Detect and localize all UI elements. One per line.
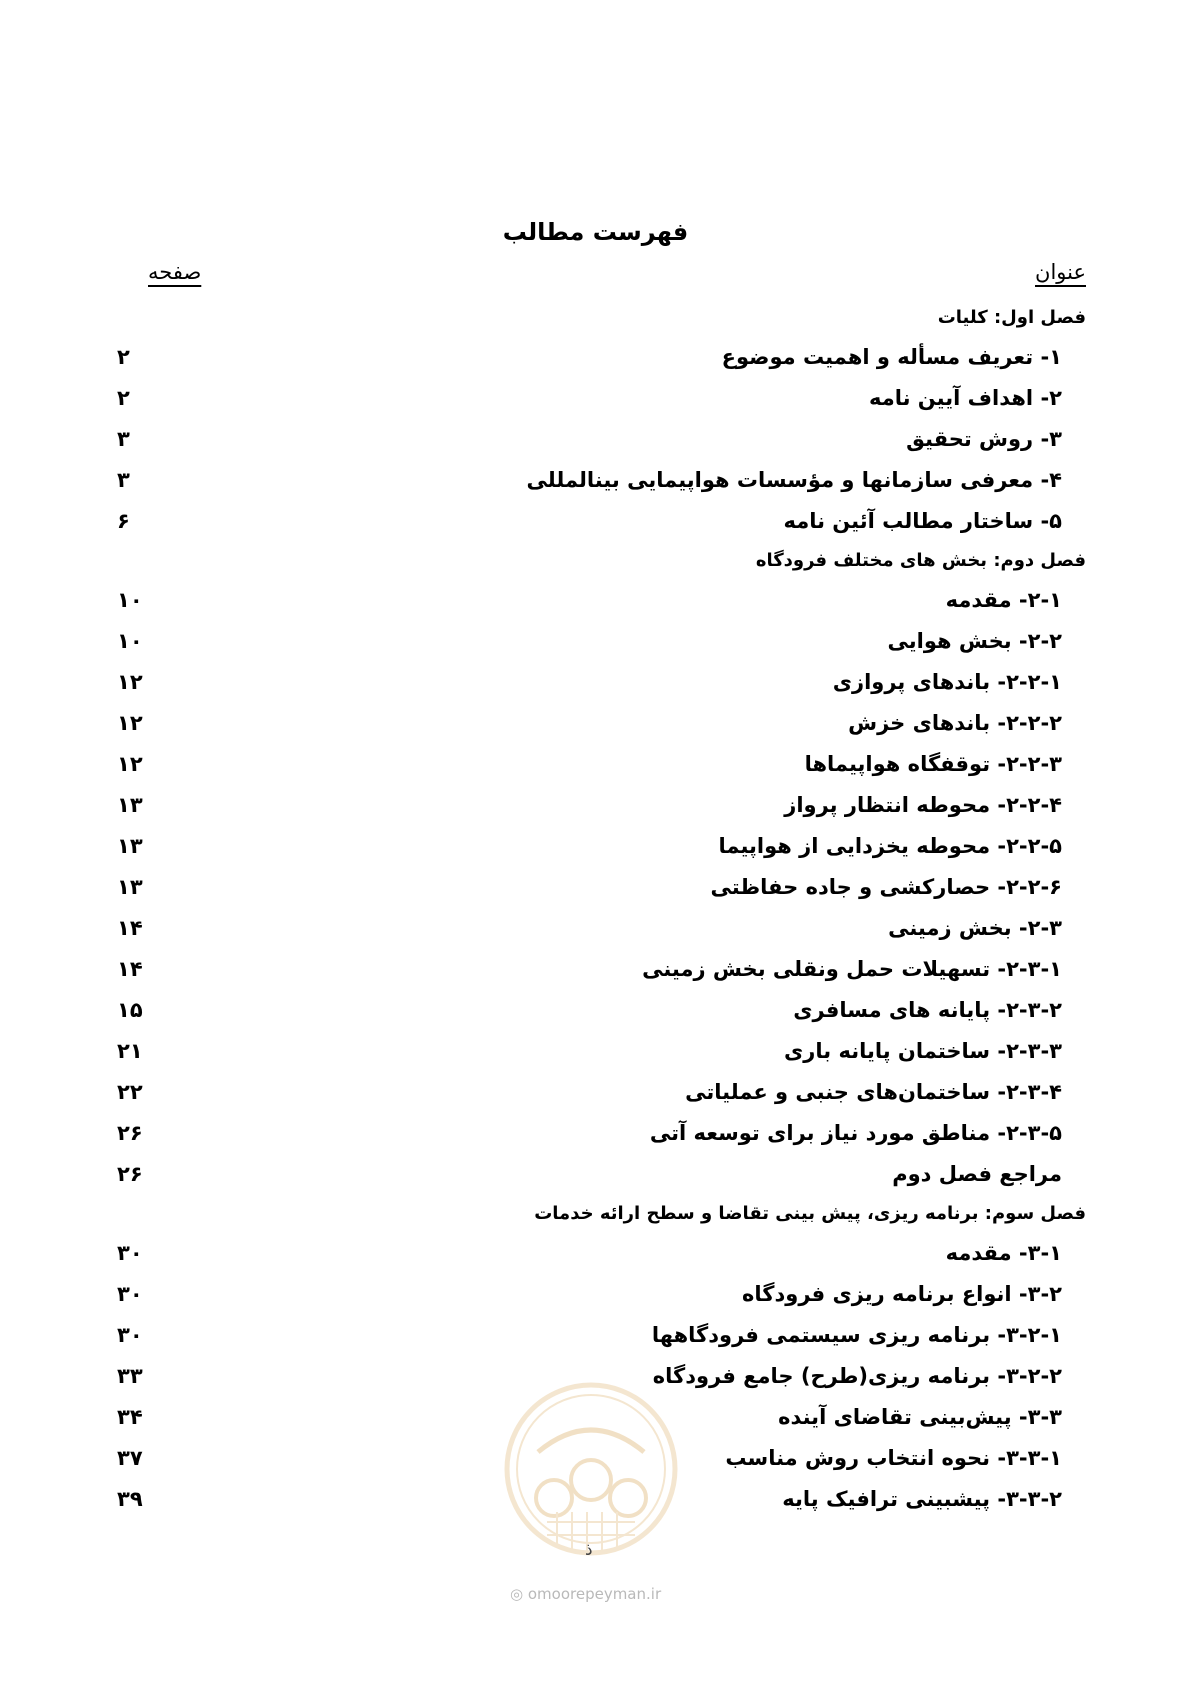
toc-entry-row [117, 948, 1086, 989]
toc-entry-title: ۳- روش تحقیق [906, 426, 1062, 451]
toc-entry-row [117, 825, 1086, 866]
toc-entry-title: ۳-۲-۲- برنامه ریزی(طرح) جامع فرودگاه [652, 1363, 1062, 1388]
toc-entry-row [117, 1112, 1086, 1153]
toc-entry-row [117, 1071, 1086, 1112]
document-title: فهرست مطالب [502, 218, 689, 246]
toc-entry-title: ۲-۲-۱- باندهای پروازی [832, 669, 1062, 694]
toc-entry-title: ۳-۲-۱- برنامه ریزی سیستمی فرودگاهها [651, 1322, 1062, 1347]
watermark-site-label: omoorepeyman.ir [527, 1585, 662, 1603]
watermark-logo [502, 1380, 680, 1558]
toc-entry-row [117, 1273, 1086, 1314]
toc-entry-page: ۱۳ [117, 792, 143, 817]
toc-entry-title: ۲-۳-۳- ساختمان پایانه باری [784, 1038, 1062, 1063]
toc-entry-title: ۲-۲-۴- محوطه انتظار پرواز [784, 792, 1062, 817]
toc-entry-row [117, 336, 1086, 377]
toc-chapter-row [117, 298, 1086, 336]
page-number-marker: ذ [585, 1540, 593, 1560]
toc-entry-row [117, 743, 1086, 784]
toc-entry-row [117, 989, 1086, 1030]
toc-chapter-row [117, 541, 1086, 579]
page-column-heading: صفحه [148, 260, 202, 284]
toc-entry-title: ۵- ساختار مطالب آئین نامه [783, 508, 1062, 533]
title-column-heading: عنوان [1035, 260, 1086, 284]
toc-entry-row [117, 418, 1086, 459]
toc-entry-title: ۲-۳-۲- پایانه های مسافری [793, 997, 1062, 1022]
toc-entry-page: ۳ [117, 467, 130, 492]
toc-entry-page: ۳۳ [117, 1363, 143, 1388]
toc-entry-title: ۲-۲-۶- حصارکشی و جاده حفاظتی [710, 874, 1062, 899]
toc-entry-row [117, 1314, 1086, 1355]
toc-entry-page: ۱۲ [117, 710, 143, 735]
toc-entry-row [117, 661, 1086, 702]
toc-entry-title: مراجع فصل دوم [892, 1161, 1062, 1186]
toc-entry-row [117, 866, 1086, 907]
toc-entry-title: ۲-۲- بخش هوایی [887, 628, 1062, 653]
toc-chapter-row [117, 1194, 1086, 1232]
toc-entry-page: ۳۴ [117, 1404, 143, 1429]
toc-entry-title: ۲-۳-۱- تسهیلات حمل ونقلی بخش زمینی [642, 956, 1062, 981]
toc-entry-page: ۳۰ [117, 1281, 143, 1306]
toc-entry-page: ۳ [117, 426, 130, 451]
toc-entry-title: ۱- تعریف مسأله و اهمیت موضوع [721, 344, 1062, 369]
toc-entry-page: ۳۷ [117, 1445, 143, 1470]
toc-entry-page: ۱۵ [117, 997, 143, 1022]
toc-entry-page: ۳۹ [117, 1486, 143, 1511]
toc-entry-title: ۲-۳-۴- ساختمان‌های جنبی و عملیاتی [685, 1079, 1062, 1104]
toc-entry-page: ۱۳ [117, 833, 143, 858]
toc-entry-row [117, 620, 1086, 661]
toc-entry-title: فصل دوم: بخش های مختلف فرودگاه [755, 549, 1086, 571]
toc-entry-page: ۲ [117, 344, 130, 369]
toc-entry-page: ۲۶ [117, 1120, 143, 1145]
watermark-site-text: ◎ omoorepeyman.ir [510, 1585, 662, 1603]
toc-entry-row [117, 500, 1086, 541]
toc-entry-page: ۲۲ [117, 1079, 143, 1104]
toc-entry-row [117, 579, 1086, 620]
toc-entry-page: ۱۰ [117, 628, 143, 653]
toc-entry-page: ۲۶ [117, 1161, 143, 1186]
toc-entry-row [117, 784, 1086, 825]
toc-entry-page: ۱۳ [117, 874, 143, 899]
toc-entry-title: ۲-۳-۵- مناطق مورد نیاز برای توسعه آتی [649, 1120, 1062, 1145]
toc-entry-row [117, 1153, 1086, 1194]
toc-entry-page: ۱۴ [117, 956, 143, 981]
toc-entry-title: ۲-۲-۲- باندهای خزش [848, 710, 1062, 735]
toc-entry-row [117, 702, 1086, 743]
toc-entry-title: ۲-۱- مقدمه [945, 587, 1062, 612]
toc-entry-title: ۲-۳- بخش زمینی [888, 915, 1062, 940]
toc-entry-title: فصل اول: کلیات [937, 306, 1086, 328]
toc-entry-page: ۳۰ [117, 1322, 143, 1347]
toc-entry-title: ۲- اهداف آیین نامه [868, 385, 1062, 410]
toc-entry-title: ۲-۲-۵- محوطه یخزدایی از هواپیما [718, 833, 1062, 858]
toc-entry-page: ۱۴ [117, 915, 143, 940]
toc-entry-title: ۳-۳-۱- نحوه انتخاب روش مناسب [725, 1445, 1062, 1470]
toc-entry-page: ۶ [117, 508, 130, 533]
toc-entry-title: ۳-۳-۲- پیشبینی ترافیک پایه [782, 1486, 1062, 1511]
table-of-contents [117, 298, 1086, 1519]
toc-entry-row [117, 459, 1086, 500]
toc-entry-page: ۲ [117, 385, 130, 410]
toc-entry-row [117, 377, 1086, 418]
toc-entry-row [117, 907, 1086, 948]
toc-entry-row [117, 1232, 1086, 1273]
toc-entry-page: ۳۰ [117, 1240, 143, 1265]
toc-entry-page: ۲۱ [117, 1038, 143, 1063]
toc-entry-page: ۱۲ [117, 669, 143, 694]
toc-entry-title: فصل سوم: برنامه ریزی، پیش بینی تقاضا و سطح ارائه خدمات [534, 1202, 1086, 1224]
toc-entry-title: ۲-۲-۳- توقفگاه هواپیماها [804, 751, 1062, 776]
toc-entry-row [117, 1030, 1086, 1071]
toc-entry-page: ۱۰ [117, 587, 143, 612]
toc-entry-title: ۴- معرفی سازمانها و مؤسسات هواپیمایی بینالمللی [526, 467, 1062, 492]
toc-entry-title: ۳-۱- مقدمه [945, 1240, 1062, 1265]
toc-entry-title: ۳-۲- انواع برنامه ریزی فرودگاه [742, 1281, 1062, 1306]
toc-entry-page: ۱۲ [117, 751, 143, 776]
toc-entry-title: ۳-۳- پیش‌بینی تقاضای آینده [778, 1404, 1062, 1429]
